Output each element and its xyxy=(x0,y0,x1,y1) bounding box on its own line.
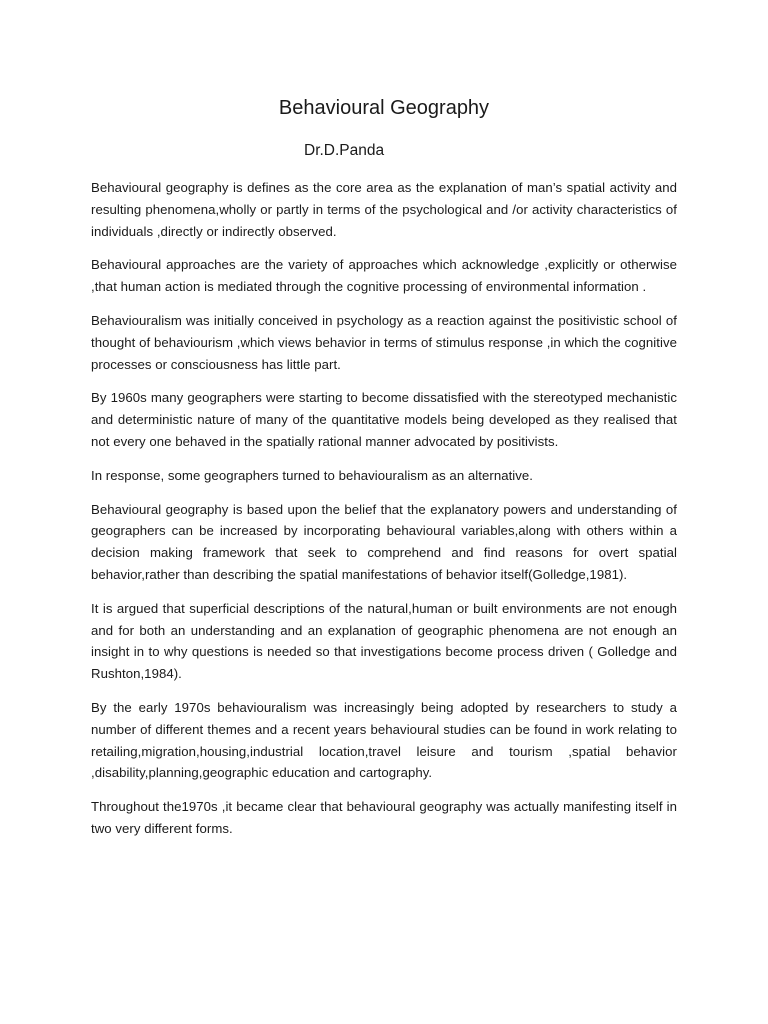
paragraph-5: In response, some geographers turned to behaviouralism as an alternative. xyxy=(91,467,534,483)
paragraph-3: Behaviouralism was initially conceived in psychology as a reaction against the positivistic school of thought of behaviourism ,which views behavior in terms of stimulus response ,in which the cognitive processes or consciousness has little part. xyxy=(91,312,677,372)
paragraph-9: Throughout the1970s ,it became clear that behavioural geography was actually manifesting itself in two very different forms. xyxy=(91,799,677,836)
paragraph-4: By 1960s many geographers were starting to become dissatisfied with the stereotyped mechanistic and deterministic nature of many of the quantitative models being developed as they realised that not every one behaved in the spatially rational manner advocated by positivists. xyxy=(91,390,677,449)
paragraph-8: By the early 1970s behaviouralism was increasingly being adopted by researchers to study a number of different themes and a recent years behavioural studies can be found in work relating to retailing,migration,housing,industrial location,travel leisure and tourism ,spatial behavior ,disability,planning,geographic education and cartography. xyxy=(91,699,677,781)
paragraph-2: Behavioural approaches are the variety of approaches which acknowledge ,explicitly or otherwise ,that human action is mediated through the cognitive processing of environmental information . xyxy=(91,257,677,295)
document-author: Dr.D.Panda xyxy=(304,142,385,159)
paragraph-1: Behavioural geography is defines as the core area as the explanation of man’s spatial activity and resulting phenomena,wholly or partly in terms of the psychological and /or activity characteristics of individuals ,directly or indirectly observed. xyxy=(91,180,677,239)
document-title: Behavioural Geography xyxy=(278,97,490,119)
paragraph-7: It is argued that superficial descriptions of the natural,human or built environments are not enough and for both an understanding and an explanation of geographic phenomena are not enough an insight in to why questions is needed so that investigations become process driven ( Golledge and Rushton,1984). xyxy=(91,600,677,682)
document-body xyxy=(91,177,677,852)
paragraph-6: Behavioural geography is based upon the belief that the explanatory powers and understanding of geographers can be increased by incorporating behavioural variables,along with others within a decision making framework that seek to comprehend and find reasons for overt spatial behavior,rather than describing the spatial manifestations of behavior itself(Golledge,1981). xyxy=(91,501,677,582)
